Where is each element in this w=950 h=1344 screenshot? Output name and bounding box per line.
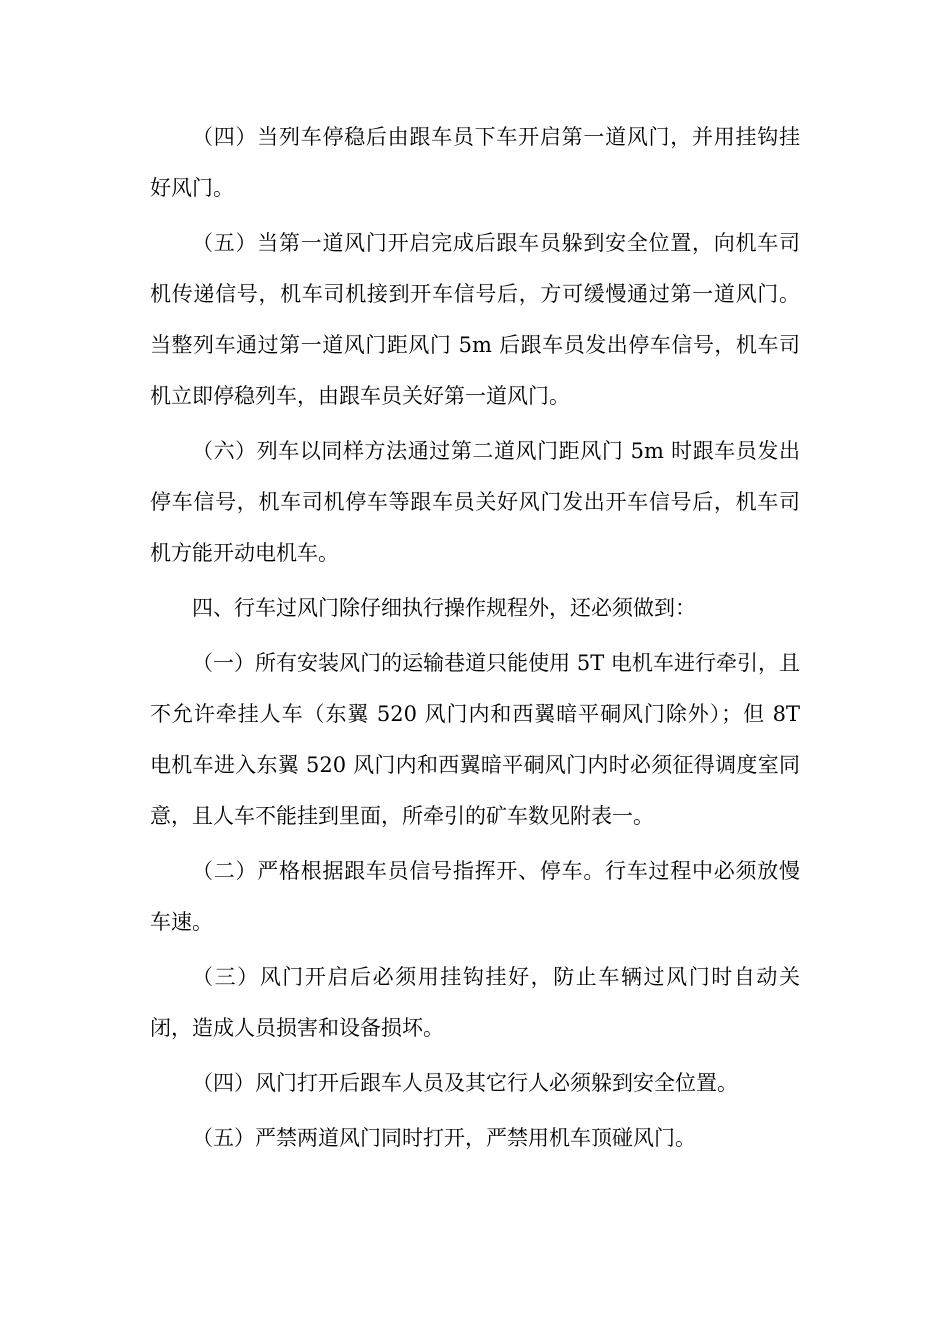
document-page [150, 112, 800, 1168]
paragraph-rule-2: （二）严格根据跟车员信号指挥开、停车。行车过程中必须放慢车速。 [150, 859, 800, 934]
paragraph-step-4: （四）当列车停稳后由跟车员下车开启第一道风门，并用挂钩挂好风门。 [150, 125, 800, 200]
paragraph-step-5: （五）当第一道风门开启完成后跟车员躲到安全位置，向机车司机传递信号，机车司机接到开车信号后，方可缓慢通过第一道风门。当整列车通过第一道风门距风门 5m 后跟车员发出停车信号，机车司机立即停稳列车，由跟车员关好第一道风门。 [150, 231, 800, 408]
paragraph-rule-3: （三）风门开启后必须用挂钩挂好，防止车辆过风门时自动关闭，造成人员损害和设备损坏。 [150, 965, 800, 1040]
paragraph-rule-1: （一）所有安装风门的运输巷道只能使用 5T 电机车进行牵引，且不允许牵挂人车（东翼 520 风门内和西翼暗平硐风门除外）；但 8T 电机车进入东翼 520 风门内和西翼暗平硐风门内时必须征得调度室同意，且人车不能挂到里面，所牵引的矿车数见附表一。 [150, 651, 800, 828]
section-heading-4: 四、行车过风门除仔细执行操作规程外，还必须做到： [192, 596, 696, 620]
paragraph-rule-4: （四）风门打开后跟车人员及其它行人必须躲到安全位置。 [192, 1071, 738, 1095]
paragraph-step-6: （六）列车以同样方法通过第二道风门距风门 5m 时跟车员发出停车信号，机车司机停车等跟车员关好风门发出开车信号后，机车司机方能开动电机车。 [150, 439, 800, 565]
paragraph-rule-5: （五）严禁两道风门同时打开，严禁用机车顶碰风门。 [192, 1126, 696, 1150]
